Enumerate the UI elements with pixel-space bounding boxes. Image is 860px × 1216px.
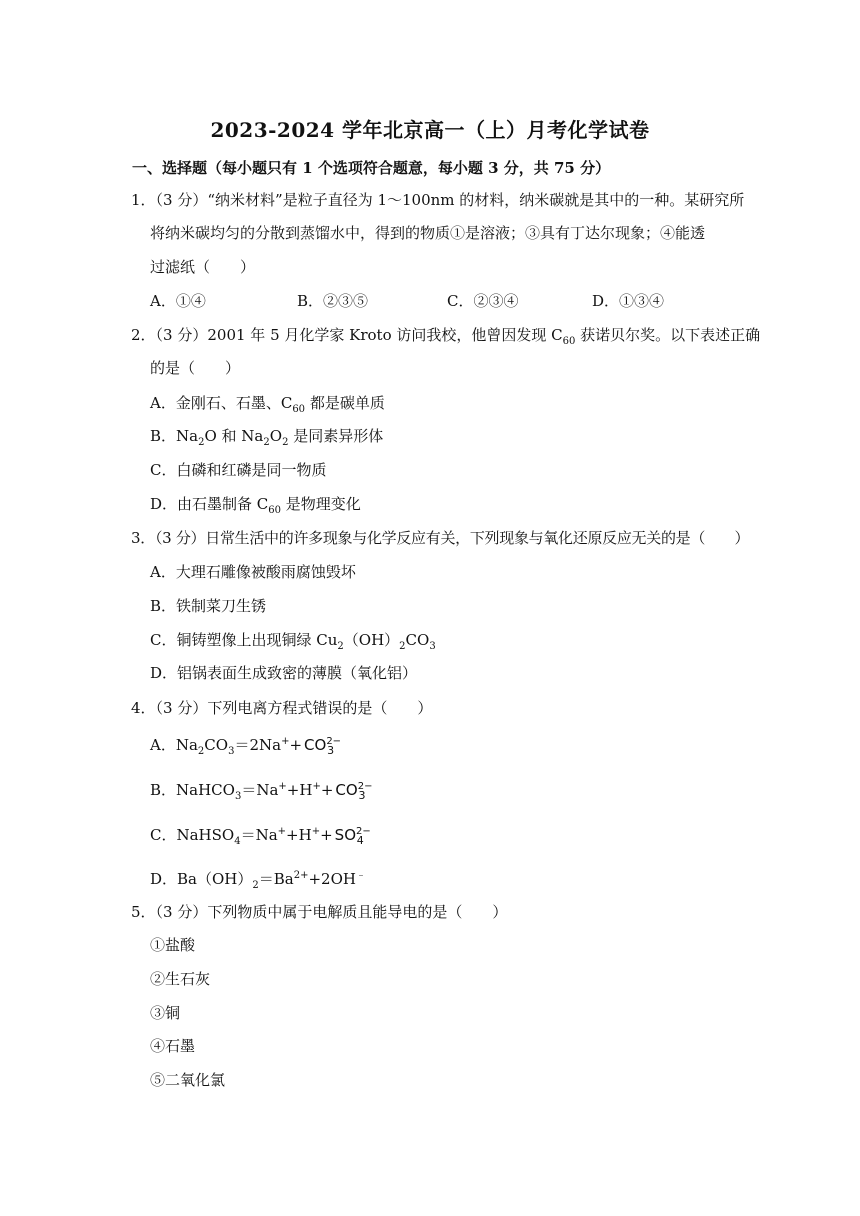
carbonate-ion-formula: $CO^{2-}_3$ [335,781,373,802]
question-4-option-b: B．NaHCO$_3$＝Na++H++ $CO^{2-}_3$ [150,781,373,802]
exam-title: 2023-2024 学年北京高一（上）月考化学试卷 [210,118,650,142]
question-1-option-a: A．①④ [150,292,206,310]
question-2-stem-line-2: 的是（ ） [150,359,241,377]
question-5-item-1: ①盐酸 [150,936,196,954]
question-5-item-3: ③铜 [150,1004,181,1022]
question-2-option-b: B．$Na_2O$ 和 $Na_2O_2$ 是同素异形体 [150,427,384,448]
question-1-stem-line-2: 将纳米碳均匀的分散到蒸馏水中，得到的物质①是溶液；③具有丁达尔现象；④能透 [150,224,706,242]
question-2-option-c: C．白磷和红磷是同一物质 [150,461,327,479]
question-1-option-c: C．②③④ [447,292,519,310]
question-4-option-d: D．$Ba(OH)_2=Ba^{2+}+2OH^﹣$ [150,870,366,891]
question-1-option-b: B．②③⑤ [297,292,369,310]
question-4-option-c: C．NaHSO$_4$＝Na++H++ $SO^{2-}_4$ [150,826,371,847]
sulfate-ion-formula: $SO^{2-}_4$ [334,826,371,847]
question-1-stem-line-1: 1．（3 分）“纳米材料”是粒子直径为 1～100nm 的材料，纳米碳就是其中的一种。某研究所 [131,191,745,209]
question-5-item-2: ②生石灰 [150,970,211,988]
question-5-item-5: ⑤二氧化氯 [150,1071,226,1089]
question-1-stem-line-3: 过滤纸（ ） [150,258,256,276]
question-2-option-a: A．金刚石、石墨、$C_{60}$ 都是碳单质 [150,394,385,415]
question-1-option-d: D．①③④ [592,292,665,310]
question-5-item-4: ④石墨 [150,1037,196,1055]
question-3-stem: 3．（3 分）日常生活中的许多现象与化学反应有关，下列现象与氧化还原反应无关的是（ ） [131,529,750,547]
carbonate-ion-formula: $CO^{2-}_3$ [304,736,342,757]
question-3-option-c: C．铜铸塑像上出现铜绿 $Cu_2(OH)_2CO_3$ [150,631,436,652]
question-2-option-d: D．由石墨制备 $C_{60}$ 是物理变化 [150,495,361,516]
question-4-option-a: A．$Na_2CO_3=2Na^++ CO^{2-}_3$ [150,736,342,757]
question-2-stem-line-1: 2．（3 分）2001 年 5 月化学家 Kroto 访问我校，他曾因发现 $C_{60}$ 获诺贝尔奖。以下表述正确 [131,326,761,347]
question-3-option-a: A．大理石雕像被酸雨腐蚀毁坏 [150,563,356,581]
question-3-option-b: B．铁制菜刀生锈 [150,597,267,615]
question-3-option-d: D．铝锅表面生成致密的薄膜（氧化铝） [150,664,418,682]
question-5-stem: 5．（3 分）下列物质中属于电解质且能导电的是（ ） [131,903,508,921]
section-heading: 一、选择题（每小题只有 1 个选项符合题意，每小题 3 分，共 75 分） [132,159,611,177]
question-4-stem: 4．（3 分）下列电离方程式错误的是（ ） [131,699,433,717]
